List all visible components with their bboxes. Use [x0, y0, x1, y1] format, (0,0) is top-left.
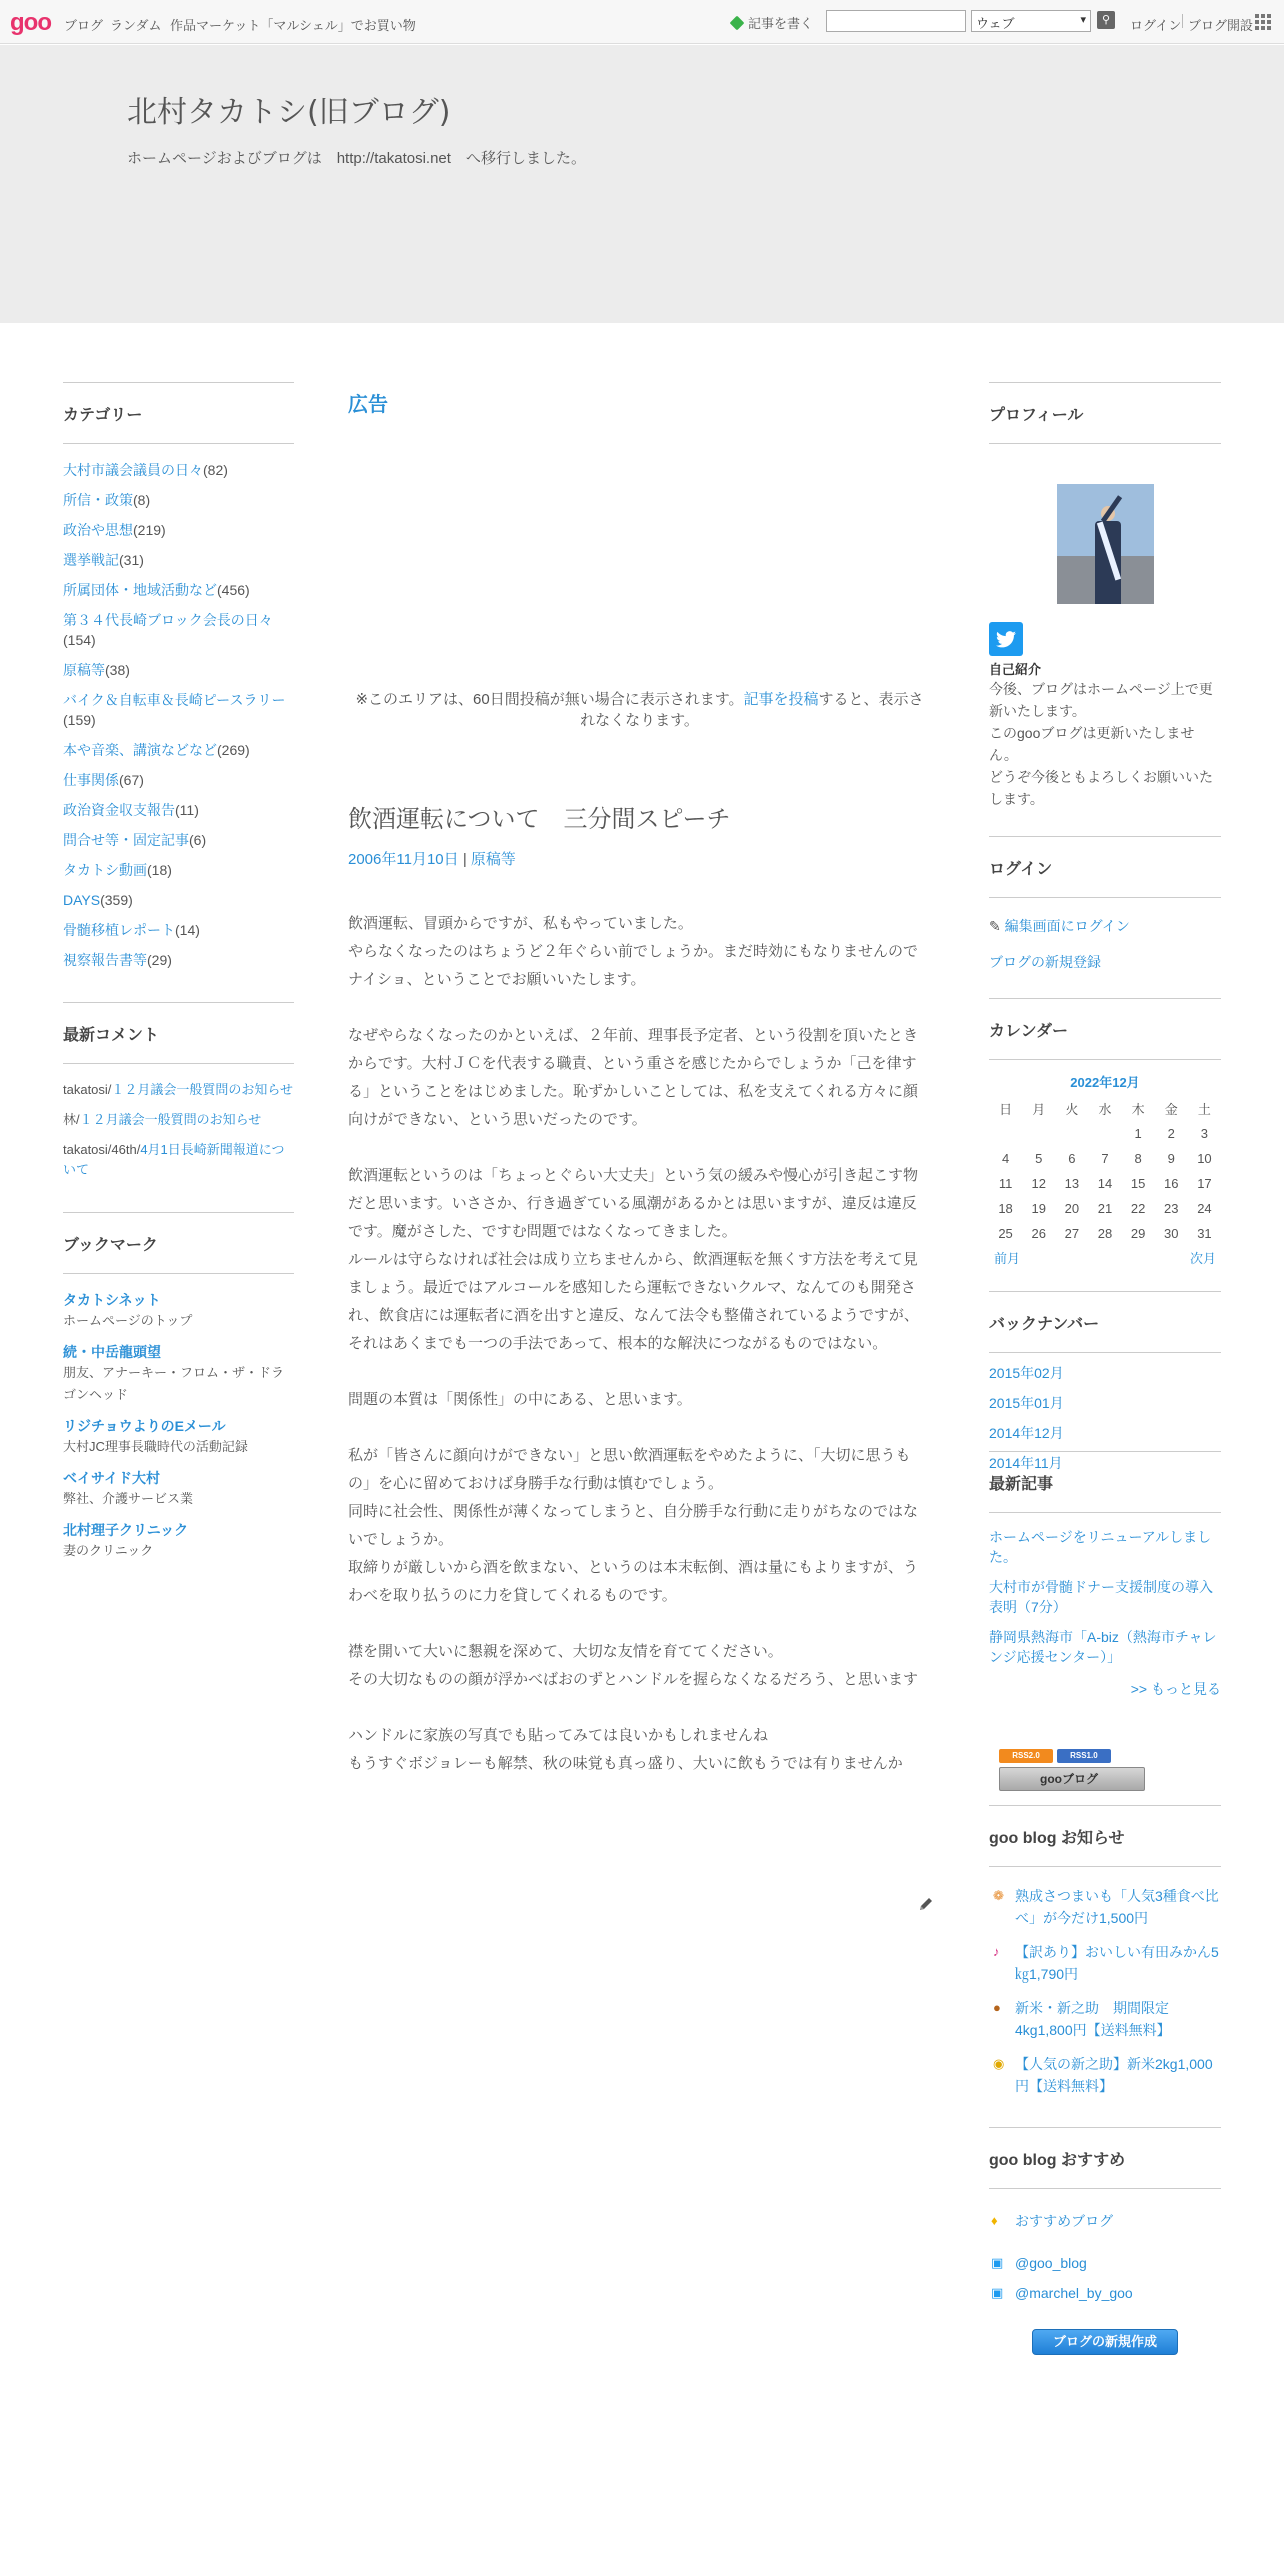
calendar-day: 30	[1164, 1226, 1179, 1241]
post-paragraph	[348, 1610, 931, 1638]
comment-article-link[interactable]: 4月1日長崎新聞報道について	[63, 1142, 285, 1177]
backnumber-heading: バックナンバー	[989, 1291, 1221, 1353]
notice-link[interactable]: 熟成さつまいも「人気3種食べ比べ」が今だけ1,500円	[1015, 1888, 1219, 1926]
bookmark-link[interactable]: 続・中岳龍頭望	[63, 1344, 161, 1360]
recommend-item[interactable]	[989, 2253, 1221, 2273]
category-count: (31)	[119, 552, 144, 568]
calendar-day: 2	[1167, 1126, 1175, 1141]
post-paragraph: やらなくなったのはちょうど２年ぐらい前でしょうか。まだ時効にもなりませんのでナイショ、ということでお願いいたします。	[348, 943, 919, 988]
category-link[interactable]: 第３４代長崎ブロック会長の日々	[63, 612, 273, 628]
bookmark-description: ホームページのトップ	[63, 1313, 193, 1328]
app-grid-icon[interactable]	[1255, 14, 1271, 30]
recommend-heading: goo blog おすすめ	[989, 2127, 1221, 2189]
profile-heading: プロフィール	[989, 382, 1221, 444]
category-item	[63, 460, 294, 480]
category-count: (269)	[217, 742, 250, 758]
open-blog-link[interactable]: ブログ開設	[1188, 18, 1254, 33]
post-paragraph: ハンドルに家族の写真でも貼ってみては良いかもしれませんね	[348, 1727, 769, 1744]
category-count: (82)	[203, 462, 228, 478]
category-item	[63, 800, 294, 820]
calendar-day	[989, 1121, 1022, 1146]
category-link[interactable]: 政治資金収支報告	[63, 802, 175, 818]
post-date-link[interactable]: 2006年11月10日	[348, 851, 459, 868]
comment-item	[63, 1140, 294, 1180]
calendar-day: 25	[998, 1226, 1013, 1241]
calendar-heading: カレンダー	[989, 998, 1221, 1060]
category-link[interactable]: 選挙戦記	[63, 552, 119, 568]
calendar-day: 24	[1197, 1201, 1212, 1216]
category-link[interactable]: 政治や思想	[63, 522, 133, 538]
profile-photo	[1057, 484, 1154, 604]
chevron-down-icon: ▾	[1080, 14, 1086, 26]
bookmark-description: 妻のクリニック	[63, 1543, 154, 1558]
edit-pencil-icon[interactable]	[918, 1896, 934, 1912]
calendar-next-link[interactable]: 次月	[1189, 1251, 1216, 1266]
backnumber-list[interactable]	[989, 1363, 1221, 1471]
post-paragraph: 襟を開いて大いに懇親を深めて、大切な友情を育ててください。	[348, 1643, 783, 1660]
category-link[interactable]: 骨髄移植レポート	[63, 922, 175, 938]
categories-heading: カテゴリー	[63, 382, 294, 444]
category-count: (219)	[133, 522, 166, 538]
goo-blog-badge[interactable]: gooブログ	[999, 1767, 1145, 1791]
search-scope-select[interactable]: ウェブ ▾	[971, 10, 1091, 32]
category-item	[63, 950, 294, 970]
category-link[interactable]: 仕事関係	[63, 772, 119, 788]
calendar-day: 22	[1130, 1201, 1146, 1216]
category-item	[63, 890, 294, 910]
blog-description: ホームページおよびブログは http://takatosi.net へ移行しました。	[127, 150, 586, 167]
comment-article-link[interactable]: １２月議会一般質問のお知らせ	[111, 1082, 294, 1097]
pen-icon	[730, 16, 745, 31]
calendar-day	[1088, 1121, 1121, 1146]
calendar-month-title[interactable]: 2022年12月	[1070, 1075, 1140, 1090]
category-count: (154)	[63, 632, 96, 648]
recommend-link[interactable]: @marchel_by_goo	[1015, 2285, 1133, 2301]
calendar-day: 26	[1031, 1226, 1046, 1241]
calendar-weekday: 月	[1032, 1102, 1046, 1117]
post-paragraph: 問題の本質は「関係性」の中にある、と思います。	[348, 1391, 692, 1408]
calendar-day	[1055, 1121, 1088, 1146]
category-item	[63, 580, 294, 600]
calendar-day: 1	[1134, 1126, 1142, 1141]
post-paragraph	[348, 1358, 931, 1386]
category-item	[63, 740, 294, 760]
bookmark-link[interactable]: タカトシネット	[63, 1292, 161, 1308]
recent-comments-list	[63, 1064, 294, 1180]
nav-blog-link[interactable]: ブログ	[64, 18, 104, 33]
post-paragraph: もうすぐボジョレーも解禁、秋の味覚も真っ盛り、大いに飲もうでは有りませんか	[348, 1755, 903, 1772]
calendar-day: 17	[1197, 1176, 1212, 1191]
notice-heading: goo blog お知らせ	[989, 1805, 1221, 1867]
twitter-icon: ▣	[991, 2285, 1004, 2300]
calendar-day: 6	[1068, 1151, 1076, 1166]
category-item	[63, 770, 294, 790]
profile-intro-label: 自己紹介	[989, 662, 1042, 677]
notice-item[interactable]	[989, 1997, 1221, 2041]
profile-text: 今後、ブログはホームページ上で更新いたします。 このgooブログは更新いたしません。 どうぞ今後ともよろしくお願いいたします。	[989, 681, 1213, 807]
rss-badges	[999, 1745, 1221, 1763]
post-paragraph: 飲酒運転というのは「ちょっとぐらい大丈夫」という気の緩みや慢心が引き起こす物だと思います。いささか、行き過ぎている風潮があるかとは思いますが、違反は違反です。魔がさした、ですむ問題ではなくなってきました。	[348, 1167, 919, 1240]
calendar-day: 27	[1064, 1226, 1080, 1241]
post-paragraph: その大切なものの顔が浮かべばおのずとハンドルを握らなくなるだろう、と思います	[348, 1671, 919, 1688]
bookmark-description: 大村JC理事長職時代の活動記録	[63, 1439, 248, 1454]
backnumber-link[interactable]: 2014年12月	[989, 1425, 1064, 1441]
main-content	[348, 382, 931, 1778]
category-count: (29)	[147, 952, 172, 968]
divider	[1182, 14, 1183, 28]
comment-author: takatosi/	[63, 1082, 112, 1097]
calendar-day: 12	[1031, 1176, 1046, 1191]
recommend-list	[989, 2189, 1221, 2303]
calendar-day: 14	[1097, 1176, 1113, 1191]
search-button[interactable]	[1097, 11, 1115, 29]
bulb-icon: ♦	[991, 2213, 998, 2228]
category-list	[63, 444, 294, 970]
calendar	[989, 1072, 1221, 1269]
nav-random-link[interactable]: ランダム	[110, 18, 162, 33]
comment-item	[63, 1110, 294, 1130]
bookmarks-heading: ブックマーク	[63, 1212, 294, 1274]
recommend-link[interactable]: おすすめブログ	[1015, 2213, 1114, 2229]
calendar-day	[1022, 1121, 1055, 1146]
recommend-item[interactable]	[989, 2211, 1221, 2231]
calendar-day: 18	[998, 1201, 1013, 1216]
category-count: (456)	[217, 582, 250, 598]
category-link[interactable]: 問合せ等・固定記事	[63, 832, 189, 848]
more-articles-link[interactable]: >> もっと見る	[1130, 1681, 1221, 1697]
bookmark-link[interactable]: 北村理子クリニック	[63, 1522, 189, 1538]
calendar-weekday: 水	[1098, 1102, 1112, 1117]
category-link[interactable]: 大村市議会議員の日々	[63, 462, 203, 478]
category-link[interactable]: タカトシ動画	[63, 862, 147, 878]
top-navigation-bar	[0, 0, 1284, 44]
notice-link[interactable]: 新米・新之助 期間限定4kg1,800円【送料無料】	[1015, 2000, 1171, 2038]
category-item	[63, 550, 294, 570]
post-paragraph: 同時に社会性、関係性が薄くなってしまうと、自分勝手な行動に走りがちなのではないでしょうか。	[348, 1503, 919, 1548]
category-count: (159)	[63, 712, 96, 728]
post-body	[348, 910, 931, 1778]
post-meta: 2006年11月10日 | 原稿等	[348, 851, 516, 868]
calendar-day: 5	[1035, 1151, 1043, 1166]
music-note-icon: ♪	[993, 1944, 1000, 1959]
category-link[interactable]: DAYS	[63, 892, 101, 908]
recent-article-link[interactable]: 静岡県熱海市「A-biz（熱海市チャレンジ応援センター）」	[989, 1629, 1217, 1665]
category-item	[63, 520, 294, 540]
bookmark-description: 朋友、アナーキー・フロム・ザ・ドラゴンヘッド	[63, 1365, 285, 1402]
search-icon: ⚲	[1101, 14, 1111, 26]
backnumber-link[interactable]: 2015年01月	[989, 1395, 1064, 1411]
category-count: (8)	[133, 492, 151, 508]
recent-article-link[interactable]: ホームページをリニューアルしました。	[989, 1529, 1212, 1565]
twitter-button[interactable]	[989, 622, 1023, 656]
category-link[interactable]: 視察報告書等	[63, 952, 147, 968]
bookmark-description: 弊社、介護サービス業	[63, 1491, 194, 1506]
calendar-day: 3	[1200, 1126, 1209, 1141]
twitter-icon: ▣	[991, 2255, 1004, 2270]
calendar-day: 28	[1097, 1226, 1113, 1241]
calendar-day: 19	[1031, 1201, 1046, 1216]
calendar-day: 11	[998, 1176, 1013, 1191]
calendar-weekday: 金	[1164, 1102, 1178, 1117]
ad-heading: 広告	[348, 394, 388, 416]
login-link[interactable]: ログイン	[1130, 18, 1182, 33]
calendar-day: 21	[1097, 1201, 1113, 1216]
recent-articles-list	[989, 1513, 1221, 1667]
notice-list	[989, 1867, 1221, 2097]
calendar-day: 16	[1164, 1176, 1179, 1191]
bookmark-link[interactable]: ベイサイド大村	[63, 1470, 161, 1486]
category-item	[63, 920, 294, 940]
backnumber-link[interactable]: 2015年02月	[989, 1365, 1064, 1381]
recent-comments-heading: 最新コメント	[63, 1002, 294, 1064]
calendar-day: 7	[1101, 1151, 1109, 1166]
calendar-day: 15	[1130, 1176, 1146, 1191]
post-paragraph: 私が「皆さんに顔向けができない」と思い飲酒運転をやめたように、「大切に思うもの」を心に留めておけば身勝手な行動は慎むでしょう。	[348, 1447, 911, 1492]
blog-header	[0, 45, 1284, 323]
category-item	[63, 690, 294, 730]
right-sidebar	[989, 382, 1221, 2355]
calendar-day: 9	[1167, 1151, 1175, 1166]
recommend-item[interactable]	[989, 2283, 1221, 2303]
left-sidebar	[63, 382, 294, 1562]
rss2-badge[interactable]: RSS2.0	[999, 1749, 1053, 1763]
rss1-badge[interactable]: RSS1.0	[1057, 1749, 1111, 1763]
category-link[interactable]: 原稿等	[63, 662, 105, 678]
post-paragraph	[348, 1694, 931, 1722]
category-item	[63, 610, 294, 650]
comment-item	[63, 1080, 294, 1100]
calendar-day: 10	[1197, 1151, 1212, 1166]
post-paragraph	[348, 994, 931, 1022]
calendar-day: 31	[1197, 1226, 1212, 1241]
comment-author: 林/	[63, 1112, 80, 1127]
goo-logo[interactable]: goo	[10, 9, 51, 36]
login-heading: ログイン	[989, 836, 1221, 898]
post-paragraph	[348, 1134, 931, 1162]
ad-notice: ※このエリアは、60日間投稿が無い場合に表示されます。記事を投稿すると、表示されなくなります。	[355, 691, 924, 729]
post-paragraph: 取締りが厳しいから酒を飲まない、というのは本末転倒、酒は量にもよりますが、うわべを取り払うのに力を貸してくれるものです。	[348, 1559, 919, 1604]
rice-icon: ◉	[993, 2056, 1005, 2071]
calendar-prev-link[interactable]: 前月	[994, 1251, 1021, 1266]
calendar-weekday: 土	[1197, 1102, 1211, 1117]
category-link[interactable]: バイク＆自転車＆長崎ピースラリー	[63, 692, 286, 708]
edit-login-link[interactable]: ✎ 編集画面にログイン	[989, 918, 1130, 934]
notice-item[interactable]	[989, 1941, 1221, 1985]
post-title: 飲酒運転について 三分間スピーチ	[348, 805, 731, 833]
search-input[interactable]	[826, 10, 966, 32]
notice-link[interactable]: 【訳あり】おいしい有田みかん5㎏1,790円	[1015, 1944, 1219, 1982]
calendar-day: 13	[1064, 1176, 1080, 1191]
category-item	[63, 660, 294, 680]
category-count: (14)	[175, 922, 200, 938]
bookmark-list	[63, 1274, 294, 1562]
new-blog-register-link[interactable]: ブログの新規登録	[989, 954, 1101, 970]
post-paragraph: 飲酒運転、冒頭からですが、私もやっていました。	[348, 915, 693, 932]
category-count: (67)	[119, 772, 144, 788]
twitter-icon	[996, 631, 1016, 648]
post-paragraph: ルールは守らなければ社会は成り立ちませんから、飲酒運転を無くす方法を考えて見ましょう。最近ではアルコールを感知したら運転できないクルマ、なんてのも開発され、飲食店には運転者に酒を出すと違反、なんて法令も整備されているようですが、それはあくまでも一つの手法であって、根本的な解決につながるものではない。	[348, 1251, 919, 1352]
write-article-button[interactable]: 記事を書く	[730, 13, 813, 32]
category-item	[63, 860, 294, 880]
create-blog-button[interactable]: ブログの新規作成	[1032, 2329, 1178, 2355]
comment-article-link[interactable]: １２月議会一般質問のお知らせ	[79, 1112, 262, 1127]
notice-item[interactable]	[989, 1885, 1221, 1929]
notice-link[interactable]: 【人気の新之助】新米2kg1,000円【送料無料】	[1015, 2056, 1213, 2094]
sweet-potato-icon: ❁	[993, 1888, 1004, 1903]
dog-icon: ●	[993, 2000, 1001, 2015]
calendar-day: 4	[1001, 1151, 1010, 1166]
post-paragraph: なぜやらなくなったのかといえば、２年前、理事長予定者、という役割を頂いたときからです。大村ＪＣを代表する職責、という重さを感じたからでしょうか「己を律する」ということをはじめました。恥ずかしいことしては、私を支えてくれる方々に顔向けができない、という思いだったのです。	[348, 1027, 919, 1128]
category-count: (18)	[147, 862, 172, 878]
recommend-link[interactable]: @goo_blog	[1015, 2255, 1087, 2271]
calendar-weekday: 日	[999, 1102, 1013, 1117]
notice-item[interactable]	[989, 2053, 1221, 2097]
nav-marchel-link[interactable]: 作品マーケット「マルシェル」でお買い物	[170, 18, 416, 33]
post-category-link[interactable]: 原稿等	[470, 851, 516, 868]
calendar-day: 29	[1130, 1226, 1146, 1241]
comment-author: takatosi/46th/	[63, 1142, 141, 1157]
category-count: (359)	[100, 892, 133, 908]
category-item	[63, 490, 294, 510]
calendar-weekday: 木	[1131, 1102, 1145, 1117]
pen-icon: ✎	[989, 918, 1001, 934]
backnumber-link[interactable]: 2014年11月	[989, 1455, 1063, 1471]
blog-title[interactable]: 北村タカトシ(旧ブログ)	[127, 95, 451, 130]
category-link[interactable]: 本や音楽、講演などなど	[63, 742, 217, 758]
category-link[interactable]: 所属団体・地域活動など	[63, 582, 217, 598]
category-count: (38)	[105, 662, 130, 678]
category-item	[63, 830, 294, 850]
category-count: (6)	[189, 832, 207, 848]
calendar-weekday: 火	[1065, 1102, 1079, 1117]
calendar-day: 23	[1164, 1201, 1179, 1216]
post-paragraph	[348, 1414, 931, 1442]
bookmark-link[interactable]: リジチョウよりのEメール	[63, 1418, 226, 1434]
recent-article-link[interactable]: 大村市が骨髄ドナー支援制度の導入表明（7分）	[989, 1579, 1213, 1615]
category-count: (11)	[175, 802, 199, 818]
recent-articles-heading: 最新記事	[989, 1451, 1221, 1513]
calendar-day: 20	[1064, 1201, 1080, 1216]
calendar-day: 8	[1134, 1151, 1142, 1166]
post-article-link[interactable]: 記事を投稿	[743, 691, 819, 708]
category-link[interactable]: 所信・政策	[63, 492, 133, 508]
